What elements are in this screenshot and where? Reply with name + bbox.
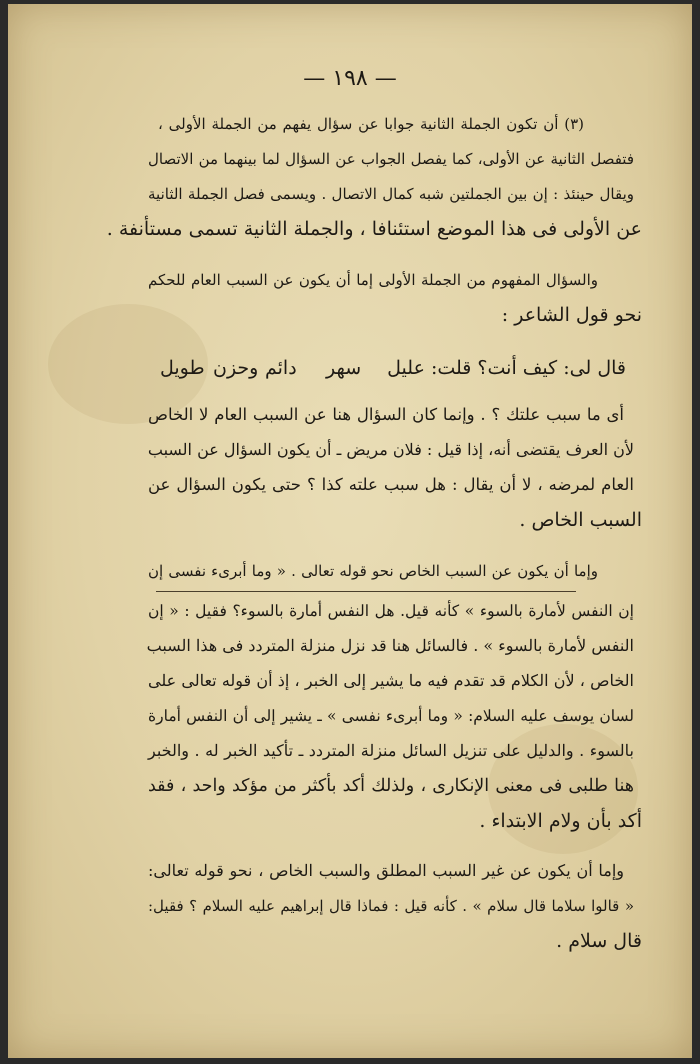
paragraph-5-line-3: قال سلام . — [556, 930, 642, 952]
paragraph-4-line-5: لسان يوسف عليه السلام: « وما أبرىء نفسى » ـ يشير إلى أن النفس أمارة — [148, 707, 634, 725]
paragraph-3-line-1: أى ما سبب علتك ؟ . وإنما كان السؤال هنا عن السبب العام لا الخاص — [148, 405, 624, 424]
paragraph-5-line-2: « قالوا سلاما قال سلام » . كأنه قيل : فماذا قال إبراهيم عليه السلام ؟ فقيل: — [148, 897, 634, 915]
verse-word: وحزن — [213, 357, 259, 379]
underline-rule — [156, 591, 576, 592]
paragraph-3-line-3: العام لمرضه ، لا أن يقال : هل سبب علته كذا ؟ حتى يكون السؤال عن — [148, 475, 634, 494]
verse-word: سهر — [326, 357, 362, 379]
paragraph-1-line-1: (٣) أن تكون الجملة الثانية جوابا عن سؤال يفهم من الجملة الأولى ، — [158, 115, 584, 133]
paragraph-3-line-2: لأن العرف يقتضى أنه، إذا قيل : فلان مريض ـ أن يكون السؤال عن السبب — [147, 440, 634, 459]
paragraph-1-line-2: فتفصل الثانية عن الأولى، كما يفصل الجواب عن السؤال لما بينهما من الاتصال — [148, 150, 634, 168]
paragraph-2-line-1: والسؤال المفهوم من الجملة الأولى إما أن يكون عن السبب العام للحكم — [148, 271, 598, 289]
paragraph-4-line-3: النفس لأمارة بالسوء » . فالسائل هنا قد نزل منزلة المتردد فى هذا السبب — [146, 636, 634, 655]
verse-word: طويل — [160, 357, 205, 379]
book-page — [8, 4, 692, 1058]
verse-hemistich-1: قال لى: كيف أنت؟ قلت: عليل — [387, 357, 626, 379]
paragraph-5-line-1: وإما أن يكون عن غير السبب المطلق والسبب الخاص ، نحو قوله تعالى: — [148, 861, 624, 880]
paragraph-1-line-4: عن الأولى فى هذا الموضع استئنافا ، والجملة الثانية تسمى مستأنفة . — [106, 218, 642, 240]
paragraph-4-line-2: إن النفس لأمارة بالسوء » كأنه قيل. هل النفس أمارة بالسوء؟ فقيل : « إن — [148, 602, 634, 620]
paragraph-2-line-2: نحو قول الشاعر : — [501, 304, 642, 326]
paragraph-4-line-7: هنا طلبى فى معنى الإنكارى ، ولذلك أكد بأكثر من مؤكد واحد ، فقد — [148, 776, 634, 796]
paragraph-4-line-1: وإما أن يكون عن السبب الخاص نحو قوله تعالى . « وما أبرىء نفسى إن — [148, 562, 598, 580]
paragraph-1-line-3: ويقال حينئذ : إن بين الجملتين شبه كمال الاتصال . ويسمى فصل الجملة الثانية — [148, 185, 634, 203]
page-number: — ١٩٨ — — [303, 66, 397, 91]
paragraph-4-line-4: الخاص ، لأن الكلام قد تقدم فيه ما يشير إلى الخبر ، إذ أن قوله تعالى على — [148, 671, 634, 690]
paragraph-3-line-4: السبب الخاص . — [519, 509, 642, 531]
verse-word: دائم — [265, 357, 297, 379]
paragraph-4-line-6: بالسوء . والدليل على تنزيل السائل منزلة المتردد ـ تأكيد الخبر له . والخبر — [148, 741, 634, 760]
paragraph-4-line-8: أكد بأن ولام الابتداء . — [479, 810, 642, 832]
